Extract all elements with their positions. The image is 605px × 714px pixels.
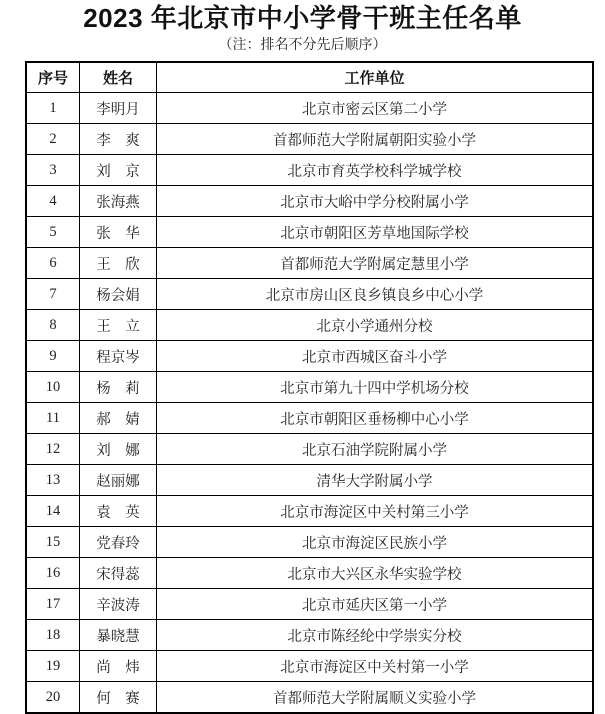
cell-no: 14	[26, 496, 80, 527]
cell-name: 李 爽	[80, 124, 157, 155]
cell-unit: 北京市大峪中学分校附属小学	[157, 186, 594, 217]
table-row	[26, 589, 593, 620]
cell-unit: 北京石油学院附属小学	[157, 434, 594, 465]
table-header-row	[26, 62, 593, 93]
cell-unit: 北京市第九十四中学机场分校	[157, 372, 594, 403]
table-row	[26, 496, 593, 527]
table-row	[26, 124, 593, 155]
cell-name: 尚 炜	[80, 651, 157, 682]
cell-name: 党春玲	[80, 527, 157, 558]
table-row	[26, 651, 593, 682]
cell-name: 刘 娜	[80, 434, 157, 465]
cell-name: 杨 莉	[80, 372, 157, 403]
cell-no: 15	[26, 527, 80, 558]
cell-name: 袁 英	[80, 496, 157, 527]
cell-name: 何 赛	[80, 682, 157, 714]
cell-unit: 北京市房山区良乡镇良乡中心小学	[157, 279, 594, 310]
table-row	[26, 341, 593, 372]
page-title: 2023 年北京市中小学骨干班主任名单	[83, 3, 522, 33]
cell-no: 4	[26, 186, 80, 217]
table-row	[26, 217, 593, 248]
cell-name: 张海燕	[80, 186, 157, 217]
cell-unit: 北京市陈经纶中学崇实分校	[157, 620, 594, 651]
cell-unit: 北京市密云区第二小学	[157, 93, 594, 124]
cell-no: 7	[26, 279, 80, 310]
cell-no: 18	[26, 620, 80, 651]
cell-no: 12	[26, 434, 80, 465]
table-row	[26, 310, 593, 341]
table-row	[26, 527, 593, 558]
cell-no: 8	[26, 310, 80, 341]
cell-no: 19	[26, 651, 80, 682]
table-row	[26, 186, 593, 217]
cell-no: 2	[26, 124, 80, 155]
cell-name: 刘 京	[80, 155, 157, 186]
cell-no: 17	[26, 589, 80, 620]
table-row	[26, 434, 593, 465]
table-row	[26, 93, 593, 124]
table-body	[26, 93, 593, 714]
column-header-no: 序号	[26, 62, 80, 93]
table-row	[26, 372, 593, 403]
table-row	[26, 279, 593, 310]
cell-unit: 北京市大兴区永华实验学校	[157, 558, 594, 589]
cell-name: 宋得蕊	[80, 558, 157, 589]
cell-no: 16	[26, 558, 80, 589]
table-row	[26, 248, 593, 279]
table-row	[26, 155, 593, 186]
cell-unit: 北京市延庆区第一小学	[157, 589, 594, 620]
table-row	[26, 558, 593, 589]
cell-no: 10	[26, 372, 80, 403]
cell-unit: 北京市朝阳区垂杨柳中心小学	[157, 403, 594, 434]
table-row	[26, 682, 593, 714]
cell-no: 3	[26, 155, 80, 186]
column-header-name: 姓名	[80, 62, 157, 93]
cell-no: 6	[26, 248, 80, 279]
table-header	[26, 62, 593, 93]
column-header-unit: 工作单位	[157, 62, 594, 93]
cell-name: 赵丽娜	[80, 465, 157, 496]
cell-name: 杨会娟	[80, 279, 157, 310]
cell-name: 王 欣	[80, 248, 157, 279]
cell-unit: 北京市朝阳区芳草地国际学校	[157, 217, 594, 248]
cell-unit: 北京市海淀区民族小学	[157, 527, 594, 558]
cell-unit: 北京市海淀区中关村第三小学	[157, 496, 594, 527]
cell-no: 9	[26, 341, 80, 372]
cell-name: 张 华	[80, 217, 157, 248]
roster-table	[25, 61, 594, 714]
cell-name: 暴晓慧	[80, 620, 157, 651]
table-row	[26, 465, 593, 496]
cell-unit: 北京市育英学校科学城学校	[157, 155, 594, 186]
cell-name: 郝 婧	[80, 403, 157, 434]
table-row	[26, 403, 593, 434]
cell-unit: 北京市海淀区中关村第一小学	[157, 651, 594, 682]
cell-name: 程京岑	[80, 341, 157, 372]
cell-unit: 首都师范大学附属顺义实验小学	[157, 682, 594, 714]
cell-no: 13	[26, 465, 80, 496]
cell-name: 辛波涛	[80, 589, 157, 620]
cell-unit: 首都师范大学附属朝阳实验小学	[157, 124, 594, 155]
cell-unit: 清华大学附属小学	[157, 465, 594, 496]
cell-unit: 北京小学通州分校	[157, 310, 594, 341]
cell-no: 11	[26, 403, 80, 434]
cell-no: 1	[26, 93, 80, 124]
page-note: （注：排名不分先后顺序）	[218, 38, 387, 53]
cell-no: 20	[26, 682, 80, 714]
cell-unit: 北京市西城区奋斗小学	[157, 341, 594, 372]
cell-name: 李明月	[80, 93, 157, 124]
cell-no: 5	[26, 217, 80, 248]
cell-name: 王 立	[80, 310, 157, 341]
table-row	[26, 620, 593, 651]
cell-unit: 首都师范大学附属定慧里小学	[157, 248, 594, 279]
